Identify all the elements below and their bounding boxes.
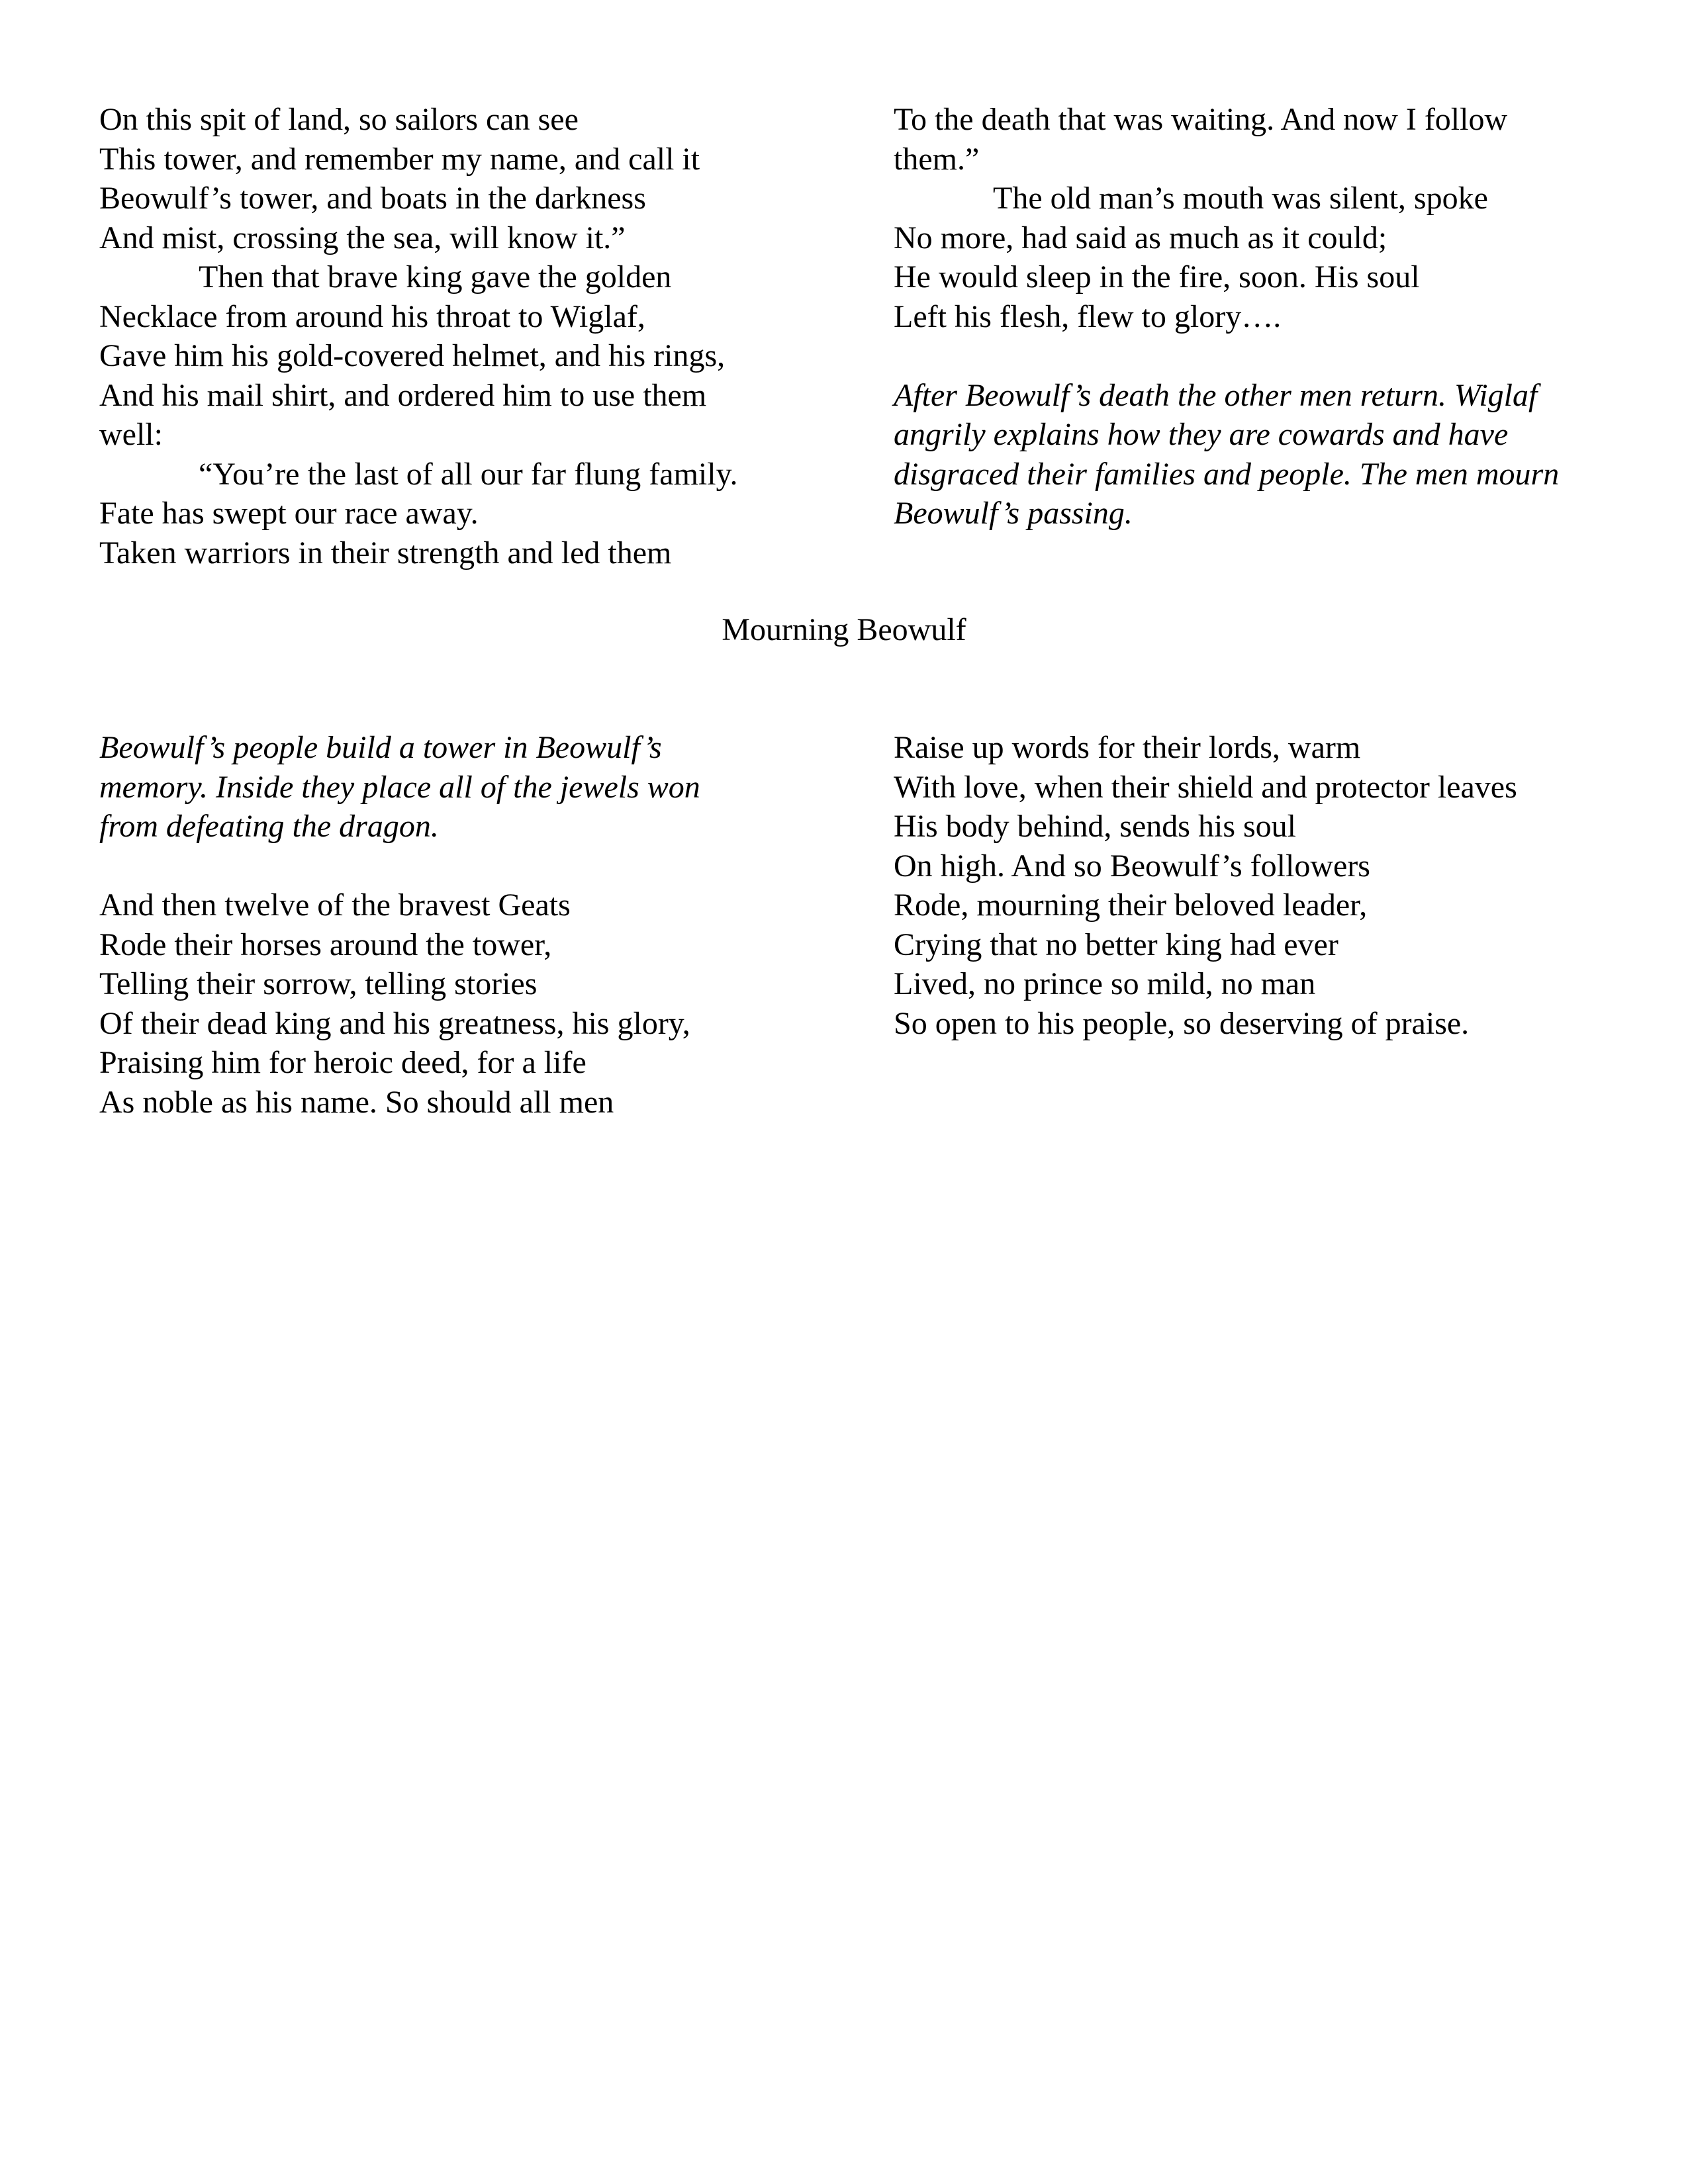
poem-column-left-1 <box>99 100 801 572</box>
poem-line: Left his flesh, flew to glory…. <box>894 298 1282 334</box>
poem-column-left-2 <box>99 728 801 1122</box>
poem-line: On this spit of land, so sailors can see <box>99 102 579 137</box>
summary-note <box>99 728 801 846</box>
poem-line: As noble as his name. So should all men <box>99 1084 614 1120</box>
poem-line: Telling their sorrow, telling stories <box>99 966 538 1001</box>
poem-line: them.” <box>894 141 980 177</box>
summary-line: After Beowulf’s death the other men return. Wiglaf <box>894 377 1538 413</box>
stanza-gap <box>99 846 801 886</box>
poem-line: The old man’s mouth was silent, spoke <box>993 181 1488 216</box>
stanza-gap <box>894 336 1595 376</box>
poem-line: Taken warriors in their strength and led them <box>99 535 672 570</box>
poem-column-right-2 <box>894 728 1595 1043</box>
poem-line: And then twelve of the bravest Geats <box>99 887 571 923</box>
poem-line: Rode, mourning their beloved leader, <box>894 887 1368 923</box>
poem-line: His body behind, sends his soul <box>894 809 1297 844</box>
poem-line: On high. And so Beowulf’s followers <box>894 848 1370 884</box>
poem-line: Fate has swept our race away. <box>99 496 479 531</box>
poem-line: This tower, and remember my name, and call it <box>99 141 700 177</box>
section-heading: Mourning Beowulf <box>722 612 966 647</box>
poem-line: He would sleep in the fire, soon. His soul <box>894 259 1420 295</box>
summary-line: Beowulf’s passing. <box>894 496 1133 531</box>
poem-line: well: <box>99 417 163 452</box>
poem-line: Of their dead king and his greatness, his glory, <box>99 1005 690 1041</box>
summary-line: angrily explains how they are cowards and have <box>894 417 1509 452</box>
poem-line: Necklace from around his throat to Wiglaf, <box>99 298 645 334</box>
poem-line: And his mail shirt, and ordered him to use them <box>99 377 707 413</box>
poem-line: Then that brave king gave the golden <box>199 259 672 295</box>
poem-column-right-1 <box>894 100 1595 533</box>
summary-line: disgraced their families and people. The men mourn <box>894 456 1560 492</box>
poem-line: Raise up words for their lords, warm <box>894 730 1361 765</box>
poem-line: Gave him his gold-covered helmet, and his rings, <box>99 338 726 373</box>
summary-line: Beowulf’s people build a tower in Beowulf’s <box>99 730 662 765</box>
poem-line: Praising him for heroic deed, for a life <box>99 1045 586 1080</box>
poem-line: And mist, crossing the sea, will know it.” <box>99 220 626 255</box>
poem-line: Rode their horses around the tower, <box>99 927 552 962</box>
poem-line: Crying that no better king had ever <box>894 927 1338 962</box>
poem-line: Beowulf’s tower, and boats in the darkness <box>99 181 646 216</box>
poem-line: “You’re the last of all our far flung family. <box>199 456 738 492</box>
summary-note <box>894 376 1595 533</box>
summary-line: memory. Inside they place all of the jewels won <box>99 769 700 805</box>
summary-line: from defeating the dragon. <box>99 809 439 844</box>
poem-line: With love, when their shield and protector leaves <box>894 769 1517 805</box>
poem-line: So open to his people, so deserving of praise. <box>894 1005 1470 1041</box>
poem-line: No more, had said as much as it could; <box>894 220 1387 255</box>
poem-line: To the death that was waiting. And now I follow <box>894 102 1508 137</box>
poem-line: Lived, no prince so mild, no man <box>894 966 1316 1001</box>
